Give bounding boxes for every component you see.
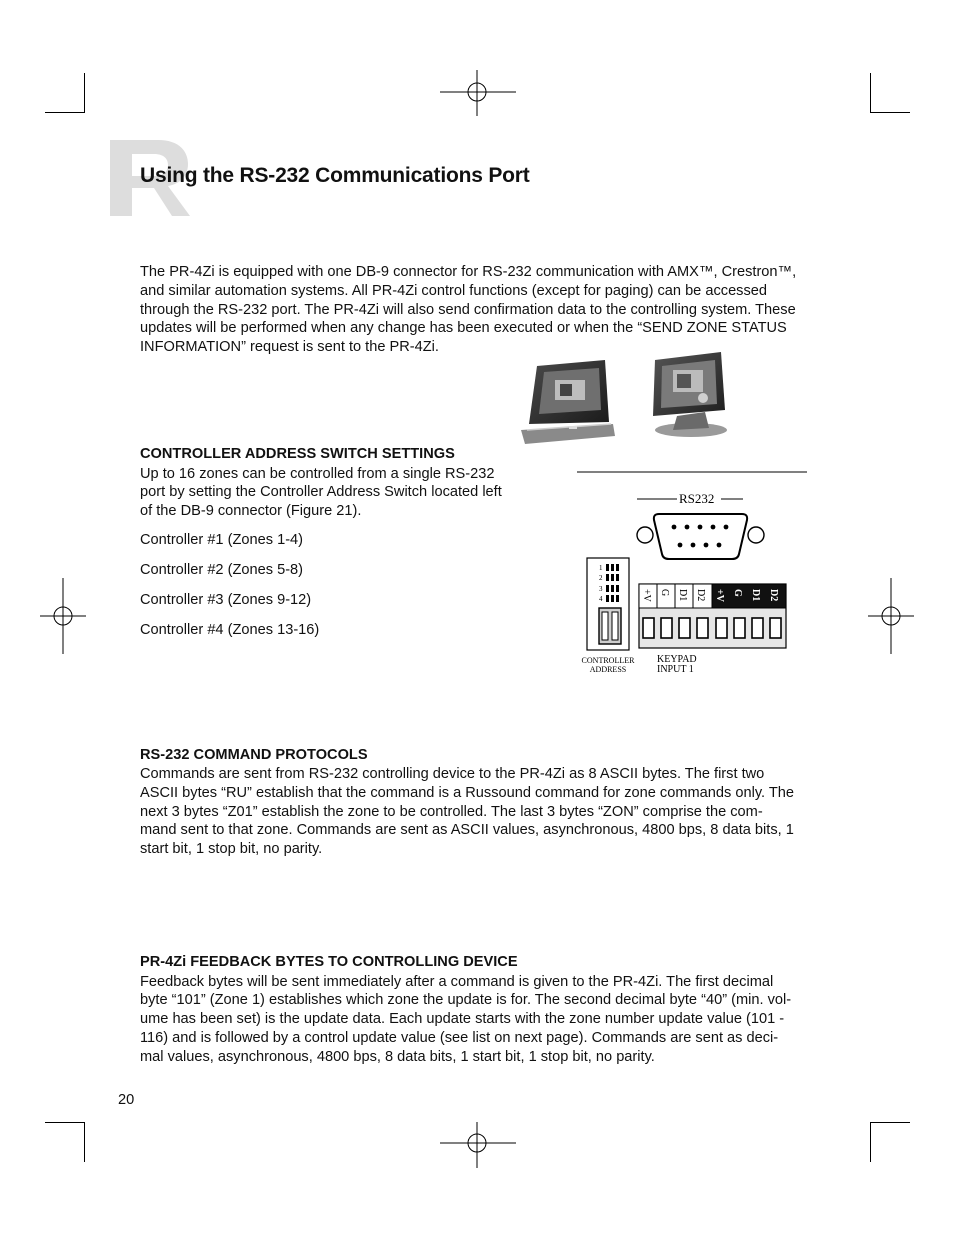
feedback-line: byte “101” (Zone 1) establishes which zone the update is for. The second decimal byte “40” (min. vol- bbox=[140, 992, 792, 1008]
controller-address-label: CONTROLLER bbox=[581, 656, 635, 665]
db9-shell bbox=[654, 514, 747, 559]
intro-line: INFORMATION” request is sent to the PR-4Zi. bbox=[140, 339, 439, 355]
mounting-hole-right bbox=[748, 527, 764, 543]
terminal-label: D1 bbox=[750, 589, 761, 602]
rs232-connector-diagram bbox=[575, 462, 815, 682]
controller-address-label: ADDRESS bbox=[589, 665, 627, 674]
list-item: Controller #1 (Zones 1-4) bbox=[140, 532, 304, 548]
touch-panel-photo-flat bbox=[517, 354, 617, 446]
terminal-label: G bbox=[659, 589, 670, 597]
protocols-line: Commands are sent from RS-232 controlling device to the PR-4Zi as 8 ASCII bytes. The first two bbox=[140, 766, 765, 782]
mounting-hole-left bbox=[637, 527, 653, 543]
terminal-label: +V bbox=[641, 589, 652, 602]
rs232-label: RS232 bbox=[679, 491, 715, 506]
feedback-line: Feedback bytes will be sent immediately after a command is given to the PR-4Zi. The first decimal bbox=[140, 974, 774, 990]
intro-line: The PR-4Zi is equipped with one DB-9 connector for RS-232 communication with AMX™, Crestron™, bbox=[140, 264, 797, 280]
intro-line: updates will be performed when any change has been executed or when the “SEND ZONE STATUS bbox=[140, 320, 787, 336]
terminal-label: G bbox=[732, 589, 743, 597]
intro-line: through the RS-232 port. The PR-4Zi will also send confirmation data to the controlling system. These bbox=[140, 302, 796, 318]
controller-line: of the DB-9 connector (Figure 21). bbox=[140, 503, 362, 519]
registration-target-bottom bbox=[440, 1122, 516, 1168]
terminal-label: D2 bbox=[695, 589, 706, 602]
registration-target-right bbox=[868, 578, 914, 654]
feedback-section-heading: PR-4Zi FEEDBACK BYTES TO CONTROLLING DEVICE bbox=[140, 954, 518, 970]
dip-number: 3 bbox=[599, 585, 603, 593]
registration-target-top bbox=[440, 70, 516, 116]
list-item: Controller #2 (Zones 5-8) bbox=[140, 562, 304, 578]
feedback-line: ume has been set) is the update data. Each update starts with the zone number update value (101 - bbox=[140, 1011, 785, 1027]
dip-number: 4 bbox=[599, 595, 603, 603]
touch-panel-photo-stand bbox=[647, 350, 729, 440]
terminal-label: D2 bbox=[768, 589, 779, 602]
registration-target-left bbox=[40, 578, 86, 654]
keypad-label: KEYPAD bbox=[657, 654, 697, 665]
protocols-line: next 3 bytes “Z01” establish the zone to be controlled. The last 3 bytes “ZON” comprise the com- bbox=[140, 804, 763, 820]
page-number: 20 bbox=[118, 1092, 135, 1108]
dip-number: 2 bbox=[599, 574, 603, 582]
list-item: Controller #4 (Zones 13-16) bbox=[140, 622, 320, 638]
feedback-line: 116) and is followed by a control update value (see list on next page). Commands are sent as deci- bbox=[140, 1030, 779, 1046]
controller-section-heading: CONTROLLER ADDRESS SWITCH SETTINGS bbox=[140, 446, 455, 462]
protocols-line: start bit, 1 stop bit, no parity. bbox=[140, 841, 323, 857]
db9-pins bbox=[672, 525, 729, 548]
keypad-label: INPUT 1 bbox=[657, 664, 694, 675]
protocols-line: mand sent to that zone. Commands are sent as ASCII values, asynchronous, 4800 bps, 8 data bits, 1 bbox=[140, 822, 794, 838]
terminal-label: D1 bbox=[677, 589, 688, 602]
terminal-label: +V bbox=[714, 589, 725, 602]
controller-line: port by setting the Controller Address Switch located left bbox=[140, 484, 502, 500]
dip-number: 1 bbox=[599, 564, 603, 572]
protocols-line: ASCII bytes “RU” establish that the command is a Russound command for zone commands only. The bbox=[140, 785, 795, 801]
controller-line: Up to 16 zones can be controlled from a single RS-232 bbox=[140, 466, 495, 482]
intro-line: and similar automation systems. All PR-4Zi control functions (except for paging) can be accessed bbox=[140, 283, 768, 299]
page-title: Using the RS-232 Communications Port bbox=[140, 164, 530, 187]
list-item: Controller #3 (Zones 9-12) bbox=[140, 592, 312, 608]
protocols-section-heading: RS-232 COMMAND PROTOCOLS bbox=[140, 747, 368, 763]
feedback-line: mal values, asynchronous, 4800 bps, 8 data bits, 1 start bit, 1 stop bit, no parity. bbox=[140, 1049, 655, 1065]
